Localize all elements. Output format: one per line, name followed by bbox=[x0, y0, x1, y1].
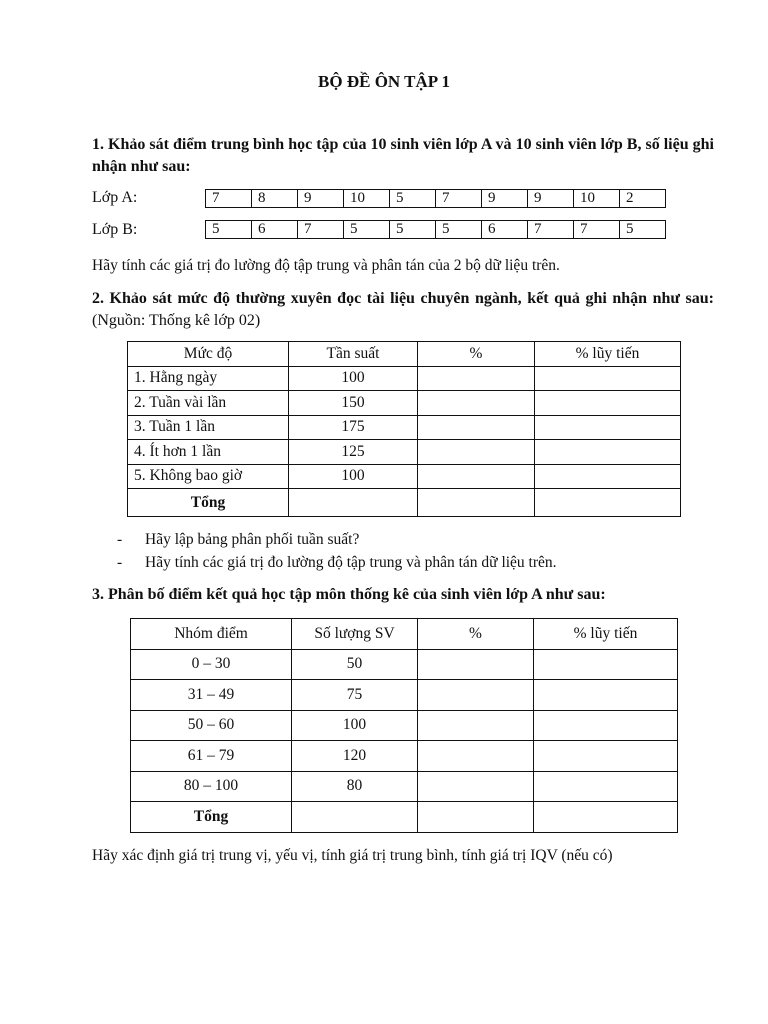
list-item bbox=[117, 551, 557, 574]
class-a-values bbox=[205, 189, 665, 208]
class-b-label: Lớp B: bbox=[92, 221, 138, 238]
class-a-value: 2 bbox=[619, 189, 666, 208]
table-cell: 50 bbox=[292, 649, 418, 680]
class-b-value: 7 bbox=[573, 220, 620, 239]
list-item bbox=[117, 528, 557, 551]
empty-cell bbox=[418, 440, 535, 465]
empty-cell bbox=[418, 391, 535, 416]
table-cell: 175 bbox=[289, 415, 418, 440]
empty-cell bbox=[418, 802, 534, 833]
empty-cell bbox=[534, 741, 678, 772]
header-cell: Tần suất bbox=[289, 342, 418, 367]
empty-cell bbox=[418, 489, 535, 517]
class-a-label: Lớp A: bbox=[92, 189, 138, 206]
empty-cell bbox=[418, 366, 535, 391]
class-b-value: 7 bbox=[527, 220, 574, 239]
table-cell: 31 – 49 bbox=[131, 680, 292, 711]
header-cell: % bbox=[418, 342, 535, 367]
table-row bbox=[131, 680, 678, 711]
table-cell: 3. Tuần 1 lần bbox=[128, 415, 289, 440]
table-cell: 61 – 79 bbox=[131, 741, 292, 772]
total-label: Tổng bbox=[128, 489, 289, 517]
bullet-dash: - bbox=[117, 554, 123, 571]
empty-cell bbox=[534, 649, 678, 680]
empty-cell bbox=[534, 802, 678, 833]
table-row bbox=[131, 649, 678, 680]
header-cell: Mức độ bbox=[128, 342, 289, 367]
class-a-value: 5 bbox=[389, 189, 436, 208]
empty-cell bbox=[418, 741, 534, 772]
header-cell: Số lượng SV bbox=[292, 619, 418, 650]
table-row bbox=[131, 771, 678, 802]
table-cell: 100 bbox=[289, 366, 418, 391]
empty-cell bbox=[418, 771, 534, 802]
table-total-row bbox=[128, 489, 681, 517]
class-a-value: 9 bbox=[297, 189, 344, 208]
total-label: Tổng bbox=[131, 802, 292, 833]
frequency-table bbox=[127, 341, 681, 517]
table-cell: 4. Ít hơn 1 lần bbox=[128, 440, 289, 465]
header-cell: % lũy tiến bbox=[534, 619, 678, 650]
table-cell: 100 bbox=[289, 464, 418, 489]
q3-task: Hãy xác định giá trị trung vị, yếu vị, tính giá trị trung bình, tính giá trị IQV (nếu có) bbox=[92, 847, 613, 864]
table-cell: 50 – 60 bbox=[131, 710, 292, 741]
q2-task-list bbox=[117, 528, 557, 574]
empty-cell bbox=[418, 464, 535, 489]
class-a-value: 7 bbox=[435, 189, 482, 208]
q1-heading: 1. Khảo sát điểm trung bình học tập của 10 sinh viên lớp A và 10 sinh viên lớp B, số liệu ghi nhận như sau: bbox=[92, 136, 714, 175]
class-b-value: 6 bbox=[481, 220, 528, 239]
table-row bbox=[128, 366, 681, 391]
q2-task: Hãy lập bảng phân phối tuần suất? bbox=[145, 531, 360, 548]
header-cell: % lũy tiến bbox=[535, 342, 681, 367]
q2-source: (Nguồn: Thống kê lớp 02) bbox=[92, 312, 261, 329]
q1-task: Hãy tính các giá trị đo lường độ tập trung và phân tán của 2 bộ dữ liệu trên. bbox=[92, 257, 560, 274]
score-distribution-table bbox=[130, 618, 678, 833]
class-b-value: 5 bbox=[205, 220, 252, 239]
class-a-value: 8 bbox=[251, 189, 298, 208]
class-a-value: 9 bbox=[481, 189, 528, 208]
empty-cell bbox=[535, 440, 681, 465]
empty-cell bbox=[534, 710, 678, 741]
table-row bbox=[128, 415, 681, 440]
q2-heading: 2. Khảo sát mức độ thường xuyên đọc tài liệu chuyên ngành, kết quả ghi nhận như sau: bbox=[92, 290, 714, 307]
header-cell: Nhóm điểm bbox=[131, 619, 292, 650]
table-row bbox=[131, 741, 678, 772]
empty-cell bbox=[535, 489, 681, 517]
table-cell: 150 bbox=[289, 391, 418, 416]
table-row bbox=[128, 440, 681, 465]
bullet-dash: - bbox=[117, 531, 123, 548]
empty-cell bbox=[418, 710, 534, 741]
class-b-value: 5 bbox=[435, 220, 482, 239]
table-cell: 75 bbox=[292, 680, 418, 711]
table-total-row bbox=[131, 802, 678, 833]
class-b-value: 5 bbox=[343, 220, 390, 239]
empty-cell bbox=[418, 415, 535, 440]
empty-cell bbox=[418, 649, 534, 680]
empty-cell bbox=[289, 489, 418, 517]
class-b-value: 7 bbox=[297, 220, 344, 239]
header-cell: % bbox=[418, 619, 534, 650]
table-cell: 0 – 30 bbox=[131, 649, 292, 680]
table-row bbox=[128, 464, 681, 489]
table-header-row bbox=[128, 342, 681, 367]
table-cell: 100 bbox=[292, 710, 418, 741]
page-title: BỘ ĐỀ ÔN TẬP 1 bbox=[318, 72, 450, 91]
class-a-value: 10 bbox=[573, 189, 620, 208]
empty-cell bbox=[534, 680, 678, 711]
q3-heading: 3. Phân bố điểm kết quả học tập môn thống kê của sinh viên lớp A như sau: bbox=[92, 586, 606, 603]
empty-cell bbox=[535, 391, 681, 416]
table-cell: 120 bbox=[292, 741, 418, 772]
table-cell: 2. Tuần vài lần bbox=[128, 391, 289, 416]
table-cell: 1. Hằng ngày bbox=[128, 366, 289, 391]
table-row bbox=[128, 391, 681, 416]
table-cell: 125 bbox=[289, 440, 418, 465]
empty-cell bbox=[418, 680, 534, 711]
empty-cell bbox=[292, 802, 418, 833]
empty-cell bbox=[535, 415, 681, 440]
class-b-value: 6 bbox=[251, 220, 298, 239]
empty-cell bbox=[534, 771, 678, 802]
table-cell: 80 – 100 bbox=[131, 771, 292, 802]
empty-cell bbox=[535, 366, 681, 391]
class-a-value: 9 bbox=[527, 189, 574, 208]
q2-task: Hãy tính các giá trị đo lường độ tập trung và phân tán dữ liệu trên. bbox=[145, 554, 557, 571]
q2-heading-block bbox=[92, 288, 714, 332]
class-b-values bbox=[205, 220, 665, 239]
class-a-value: 7 bbox=[205, 189, 252, 208]
empty-cell bbox=[535, 464, 681, 489]
table-cell: 5. Không bao giờ bbox=[128, 464, 289, 489]
table-cell: 80 bbox=[292, 771, 418, 802]
table-header-row bbox=[131, 619, 678, 650]
class-b-value: 5 bbox=[389, 220, 436, 239]
class-a-value: 10 bbox=[343, 189, 390, 208]
class-b-value: 5 bbox=[619, 220, 666, 239]
table-row bbox=[131, 710, 678, 741]
